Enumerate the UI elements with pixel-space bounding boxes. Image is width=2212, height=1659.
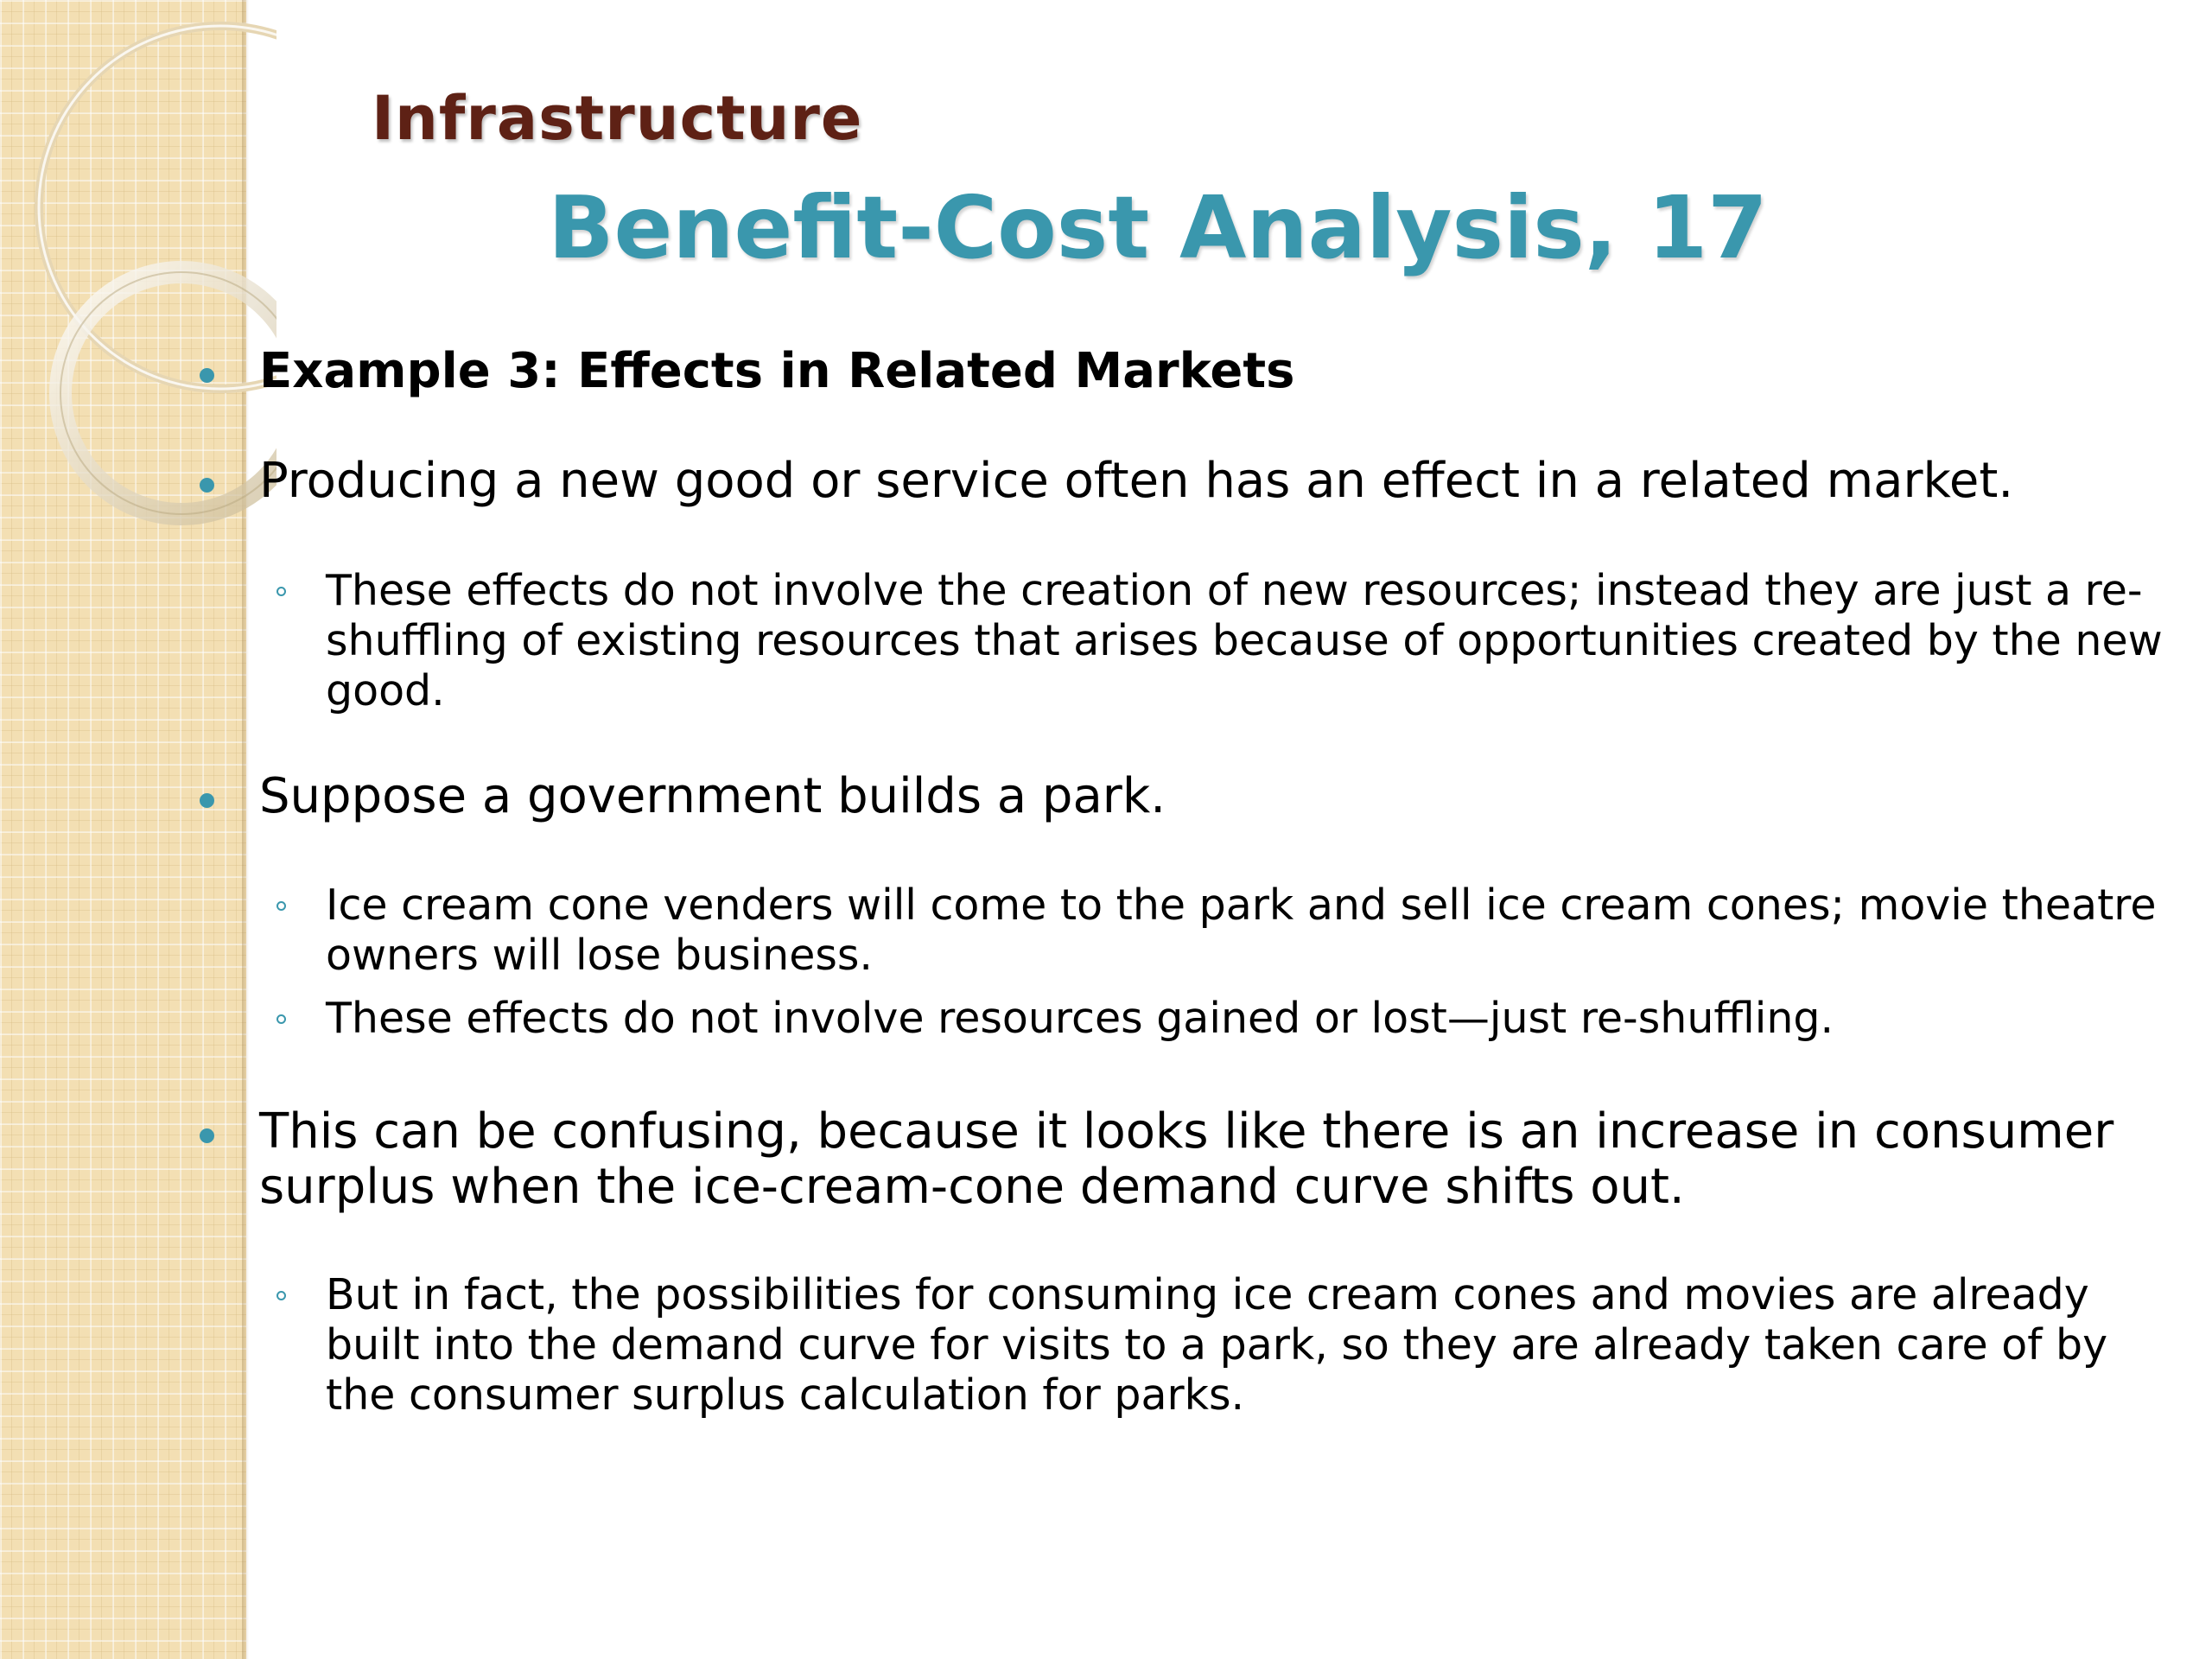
sub-bullet-marker-icon: [276, 587, 286, 596]
bullet-marker-icon: [200, 478, 214, 493]
sub-bullet-marker-icon: [276, 1014, 286, 1024]
sub-bullet-item: Ice cream cone venders will come to the park and sell ice cream cones; movie theatre owners will lose business.: [326, 880, 2157, 980]
sub-bullet-item: These effects do not involve resources gained or lost—just re-shuffling.: [326, 994, 1834, 1043]
sub-bullet-item: But in fact, the possibilities for consuming ice cream cones and movies are already built into the demand curve for visits to a park, so they are already taken care of by the consumer surplus calculation for parks.: [326, 1270, 2108, 1420]
sub-bullet-item: These effects do not involve the creation of new resources; instead they are just a re-shuffling of existing resources that arises because of opportunities created by the new good.: [326, 566, 2163, 715]
bullet-item: Example 3: Effects in Related Markets: [259, 343, 1295, 399]
slide-subtitle: Infrastructure: [372, 83, 863, 154]
sub-bullet-marker-icon: [276, 901, 286, 911]
bullet-marker-icon: [200, 793, 214, 808]
sub-bullet-marker-icon: [276, 1291, 286, 1300]
bullet-item: This can be confusing, because it looks like there is an increase in consumer surplus when the ice-cream-cone demand curve shifts out.: [259, 1103, 2114, 1215]
bullet-item: Producing a new good or service often has an effect in a related market.: [259, 453, 2014, 509]
bullet-marker-icon: [200, 1128, 214, 1143]
decorative-ring-small: [60, 272, 276, 514]
slide-title: Benefit-Cost Analysis, 17: [548, 177, 1768, 278]
bullet-item: Suppose a government builds a park.: [259, 768, 1166, 824]
bullet-marker-icon: [200, 368, 214, 383]
